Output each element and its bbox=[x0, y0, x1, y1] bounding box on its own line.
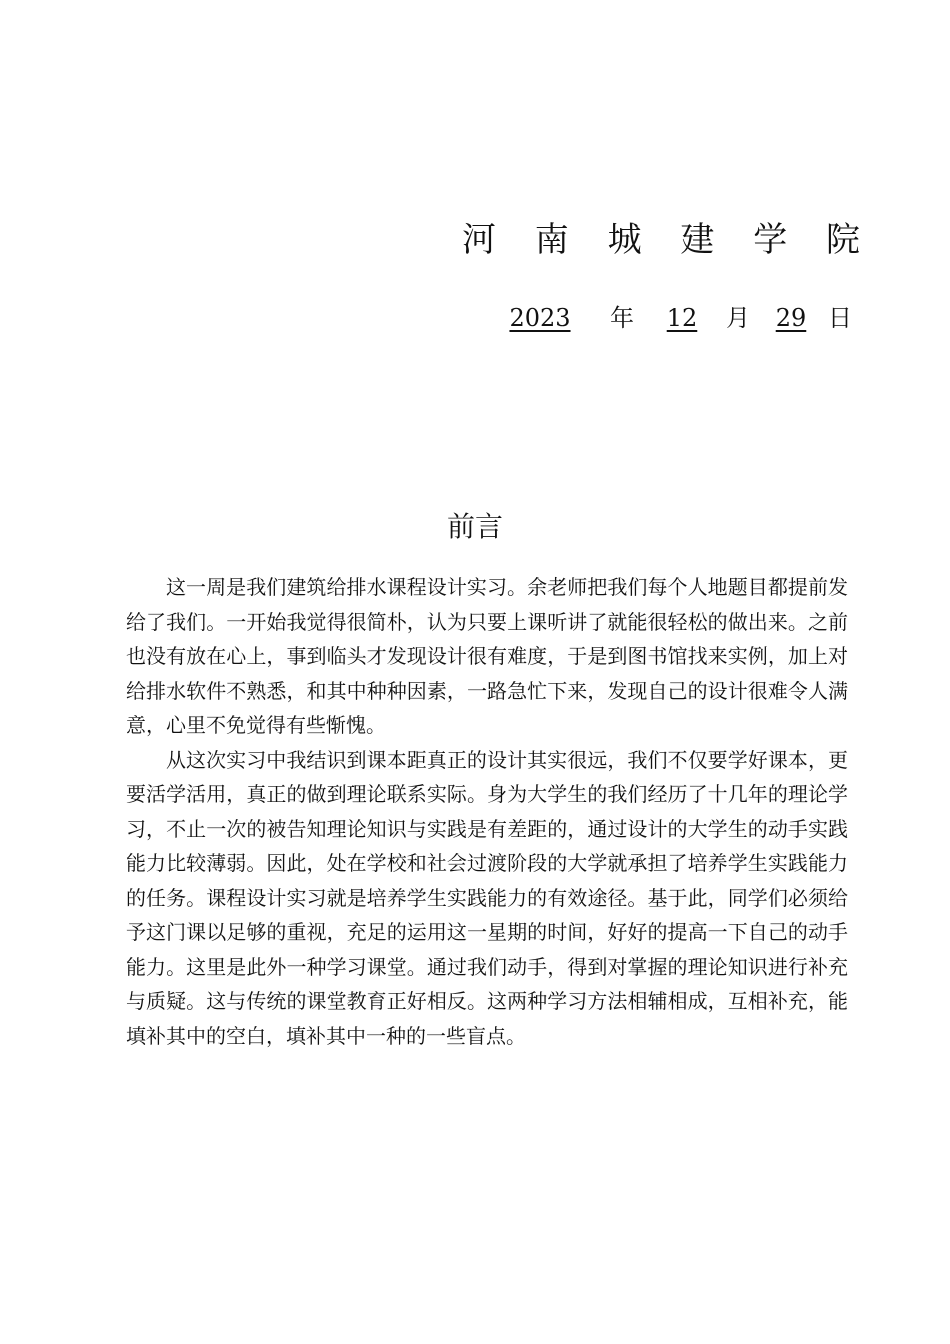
preface-body bbox=[126, 570, 848, 1053]
date-year-label: 年 bbox=[610, 304, 634, 332]
date-month-label: 月 bbox=[726, 304, 750, 332]
date-day: 29 bbox=[775, 304, 807, 332]
date-year: 2023 bbox=[509, 304, 571, 332]
school-name: 河 南 城 建 学 院 bbox=[462, 220, 875, 260]
date-month: 12 bbox=[666, 304, 698, 332]
date-day-label: 日 bbox=[828, 304, 852, 332]
preface-title: 前言 bbox=[446, 510, 503, 543]
cover-date bbox=[476, 298, 852, 333]
preface-paragraph: 这一周是我们建筑给排水课程设计实习。余老师把我们每个人地题目都提前发给了我们。一开始我觉得很简朴，认为只要上课听讲了就能很轻松的做出来。之前也没有放在心上，事到临头才发现设计很有难度，于是到图书馆找来实例，加上对给排水软件不熟悉，和其中种种因素，一路急忙下来，发现自己的设计很难令人满意，心里不免觉得有些惭愧。 bbox=[126, 575, 848, 737]
preface-paragraph: 从这次实习中我结识到课本距真正的设计其实很远，我们不仅要学好课本，更要活学活用，真正的做到理论联系实际。身为大学生的我们经历了十几年的理论学习，不止一次的被告知理论知识与实践是有差距的，通过设计的大学生的动手实践能力比较薄弱。因此，处在学校和社会过渡阶段的大学就承担了培养学生实践能力的任务。课程设计实习就是培养学生实践能力的有效途径。基于此，同学们必须给予这门课以足够的重视，充足的运用这一星期的时间，好好的提高一下自己的动手能力。这里是此外一种学习课堂。通过我们动手，得到对掌握的理论知识进行补充与质疑。这与传统的课堂教育正好相反。这两种学习方法相辅相成，互相补充，能填补其中的空白，填补其中一种的一些盲点。 bbox=[126, 747, 848, 1048]
